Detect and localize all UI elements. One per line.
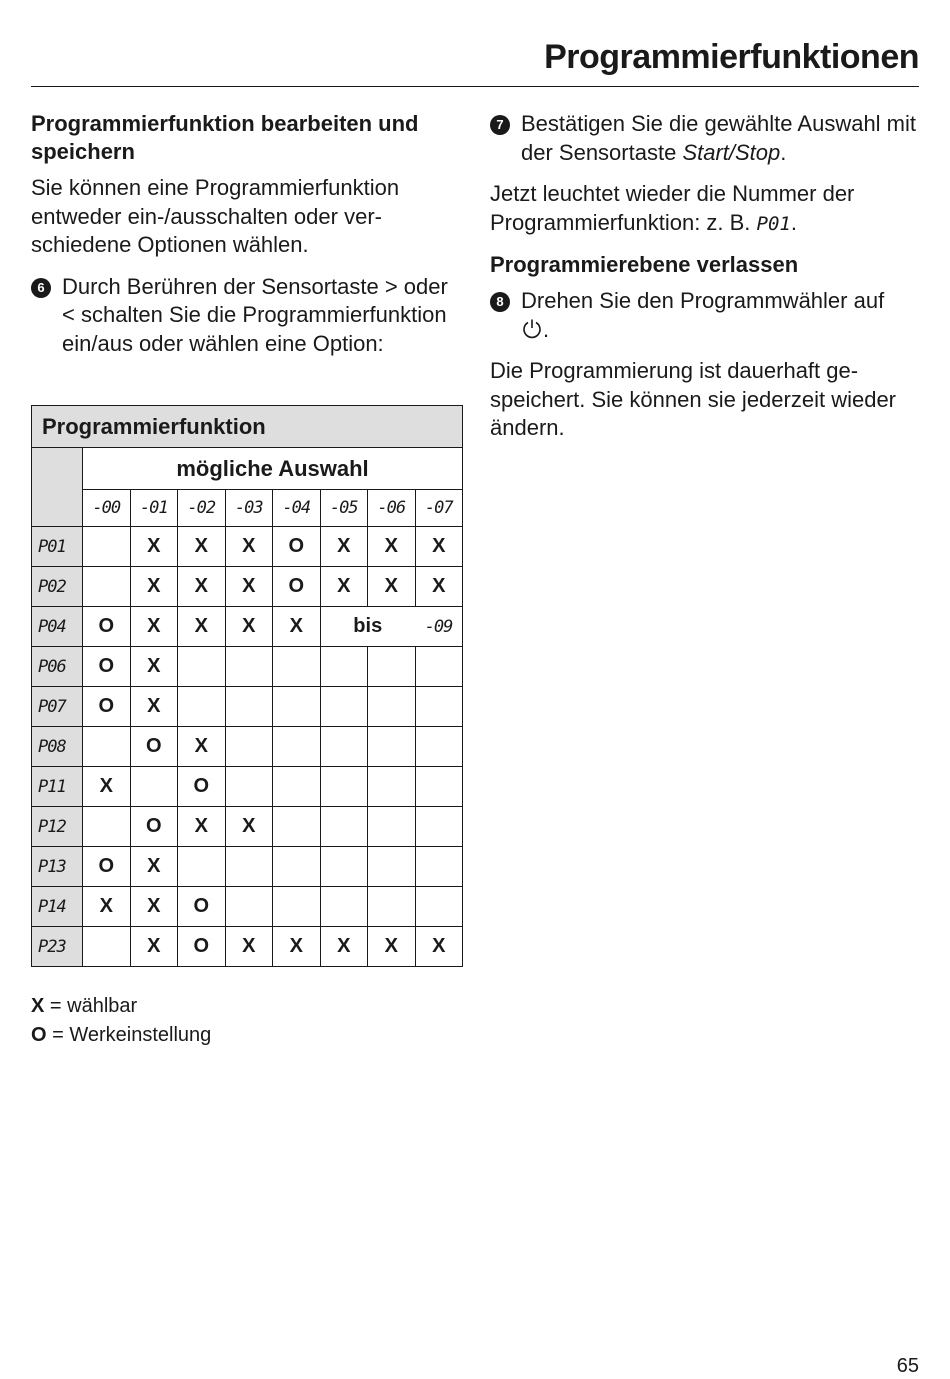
table-cell: O (83, 647, 131, 687)
section-heading: Programmierfunktion bearbeiten und speichern (31, 111, 419, 164)
step-number-6: 6 (31, 278, 51, 298)
table-cell: X (130, 887, 178, 927)
table-cell (368, 847, 416, 887)
table-cell (415, 687, 463, 727)
table-cell (178, 647, 226, 687)
legend-x: X = wählbar (31, 995, 138, 1017)
table-cell (368, 887, 416, 927)
table-cell: X (130, 647, 178, 687)
table-cell: O (273, 567, 321, 607)
display-code: P01 (756, 212, 791, 235)
column-header: -07 (415, 490, 463, 527)
table-cell: X (225, 527, 273, 567)
table-cell: X (320, 927, 368, 967)
table-cell (273, 847, 321, 887)
table-cell (320, 847, 368, 887)
table-cell: O (273, 527, 321, 567)
table-cell (225, 687, 273, 727)
table-cell (415, 727, 463, 767)
table-row (32, 527, 463, 567)
column-header: -02 (178, 490, 226, 527)
row-label: P07 (32, 687, 83, 727)
programming-table (31, 405, 463, 967)
table-cell: O (83, 687, 131, 727)
table-cell: O (178, 927, 226, 967)
table-cell: X (273, 927, 321, 967)
table-cell (415, 647, 463, 687)
table-cell (320, 807, 368, 847)
table-cell (368, 647, 416, 687)
table-row (32, 567, 463, 607)
table-cell (320, 727, 368, 767)
table-cell: O (178, 767, 226, 807)
table-corner (32, 448, 83, 527)
table-cell (368, 687, 416, 727)
step-number-8: 8 (490, 292, 510, 312)
row-label: P11 (32, 767, 83, 807)
table-cell (83, 807, 131, 847)
table-cell: X (273, 607, 321, 647)
table-cell: X (320, 527, 368, 567)
column-header: -03 (225, 490, 273, 527)
table-cell: X (415, 567, 463, 607)
page-title: Programmierfunktionen (544, 38, 919, 76)
table-cell: X (368, 527, 416, 567)
table-cell: X (225, 927, 273, 967)
table-cell: X (368, 927, 416, 967)
table-row (32, 607, 463, 647)
table-cell: X (178, 527, 226, 567)
table-row (32, 647, 463, 687)
row-label: P12 (32, 807, 83, 847)
table-cell (273, 807, 321, 847)
right-column (490, 110, 920, 456)
table-cell (415, 847, 463, 887)
step-8: 8 Drehen Sie den Programmwähler auf . (490, 287, 920, 344)
range-text: bis (320, 607, 415, 647)
row-label: P14 (32, 887, 83, 927)
step-7: 7 Bestätigen Sie die gewählte Auswahl mit der Sensortaste Start/Stop. (490, 110, 920, 167)
table-cell (83, 727, 131, 767)
table-row (32, 687, 463, 727)
table-title: Programmierfunktion (32, 406, 463, 448)
table-cell: O (130, 727, 178, 767)
row-label: P01 (32, 527, 83, 567)
table-cell (225, 647, 273, 687)
table-cell (83, 567, 131, 607)
page-number: 65 (896, 1355, 919, 1377)
table-cell (320, 687, 368, 727)
table-row (32, 807, 463, 847)
table-cell: X (225, 607, 273, 647)
legend-o: O = Werkeinstellung (31, 1024, 212, 1046)
table-cell (225, 727, 273, 767)
table-cell (178, 847, 226, 887)
table-cell (83, 527, 131, 567)
table-legend (31, 992, 211, 1050)
table-row (32, 927, 463, 967)
step-number-7: 7 (490, 115, 510, 135)
table-cell (320, 887, 368, 927)
left-column (31, 110, 463, 371)
table-cell (415, 767, 463, 807)
table-cell: X (415, 527, 463, 567)
header-divider (31, 86, 919, 87)
table-cell (83, 927, 131, 967)
table-row (32, 887, 463, 927)
table-cell: O (83, 607, 131, 647)
table-cell (368, 767, 416, 807)
column-header: -04 (273, 490, 321, 527)
range-end: -09 (415, 607, 463, 647)
table-cell: X (178, 727, 226, 767)
table-cell: X (130, 607, 178, 647)
table-cell: X (178, 607, 226, 647)
table-cell (273, 767, 321, 807)
row-label: P04 (32, 607, 83, 647)
table-cell: X (130, 847, 178, 887)
table-cell: X (368, 567, 416, 607)
table-cell: O (83, 847, 131, 887)
power-icon (521, 318, 543, 340)
table-cell: X (130, 927, 178, 967)
table-cell (273, 647, 321, 687)
table-cell (368, 807, 416, 847)
table-row (32, 767, 463, 807)
intro-paragraph: Sie können eine Programmierfunktion entweder ein-/ausschalten oder verschiedene Optionen wählen. (31, 175, 400, 257)
table-cell: X (415, 927, 463, 967)
row-label: P02 (32, 567, 83, 607)
table-cell (273, 687, 321, 727)
table-cell (225, 887, 273, 927)
table-cell (320, 767, 368, 807)
table-cell (415, 807, 463, 847)
table-cell (273, 727, 321, 767)
final-paragraph: Die Programmierung ist dauerhaft gespeichert. Sie können sie jederzeit wieder ändern. (490, 358, 897, 440)
table-cell: X (83, 887, 131, 927)
column-header: -01 (130, 490, 178, 527)
table-cell: O (178, 887, 226, 927)
table-cell: X (320, 567, 368, 607)
table-row (32, 847, 463, 887)
table-cell: X (178, 807, 226, 847)
column-header: -00 (83, 490, 131, 527)
row-label: P08 (32, 727, 83, 767)
table-cell (273, 887, 321, 927)
table-cell: X (225, 567, 273, 607)
table-cell (415, 887, 463, 927)
exit-heading: Programmierebene verlassen (490, 252, 799, 277)
table-cell: X (83, 767, 131, 807)
table-cell: X (130, 687, 178, 727)
row-label: P06 (32, 647, 83, 687)
table-cell (225, 847, 273, 887)
table-cell: X (225, 807, 273, 847)
confirm-paragraph: Jetzt leuchtet wieder die Nummer der Programmierfunktion: z. B. P01. (490, 181, 855, 235)
table-cell: O (130, 807, 178, 847)
table-cell (225, 767, 273, 807)
table-cell (320, 647, 368, 687)
column-header: -05 (320, 490, 368, 527)
table-cell (178, 687, 226, 727)
step-6-text: Durch Berühren der Sensortaste > oder < schalten Sie die Programmierfunktion ein/aus oder wählen eine Option: (62, 273, 448, 356)
table-cell (368, 727, 416, 767)
table-subtitle: mögliche Auswahl (83, 448, 463, 490)
column-header: -06 (368, 490, 416, 527)
table-cell: X (130, 567, 178, 607)
row-label: P23 (32, 927, 83, 967)
table-cell (130, 767, 178, 807)
table-row (32, 727, 463, 767)
table-cell: X (130, 527, 178, 567)
row-label: P13 (32, 847, 83, 887)
start-stop-key: Start/Stop (682, 139, 781, 165)
step-6 (31, 273, 463, 359)
table-cell: X (178, 567, 226, 607)
